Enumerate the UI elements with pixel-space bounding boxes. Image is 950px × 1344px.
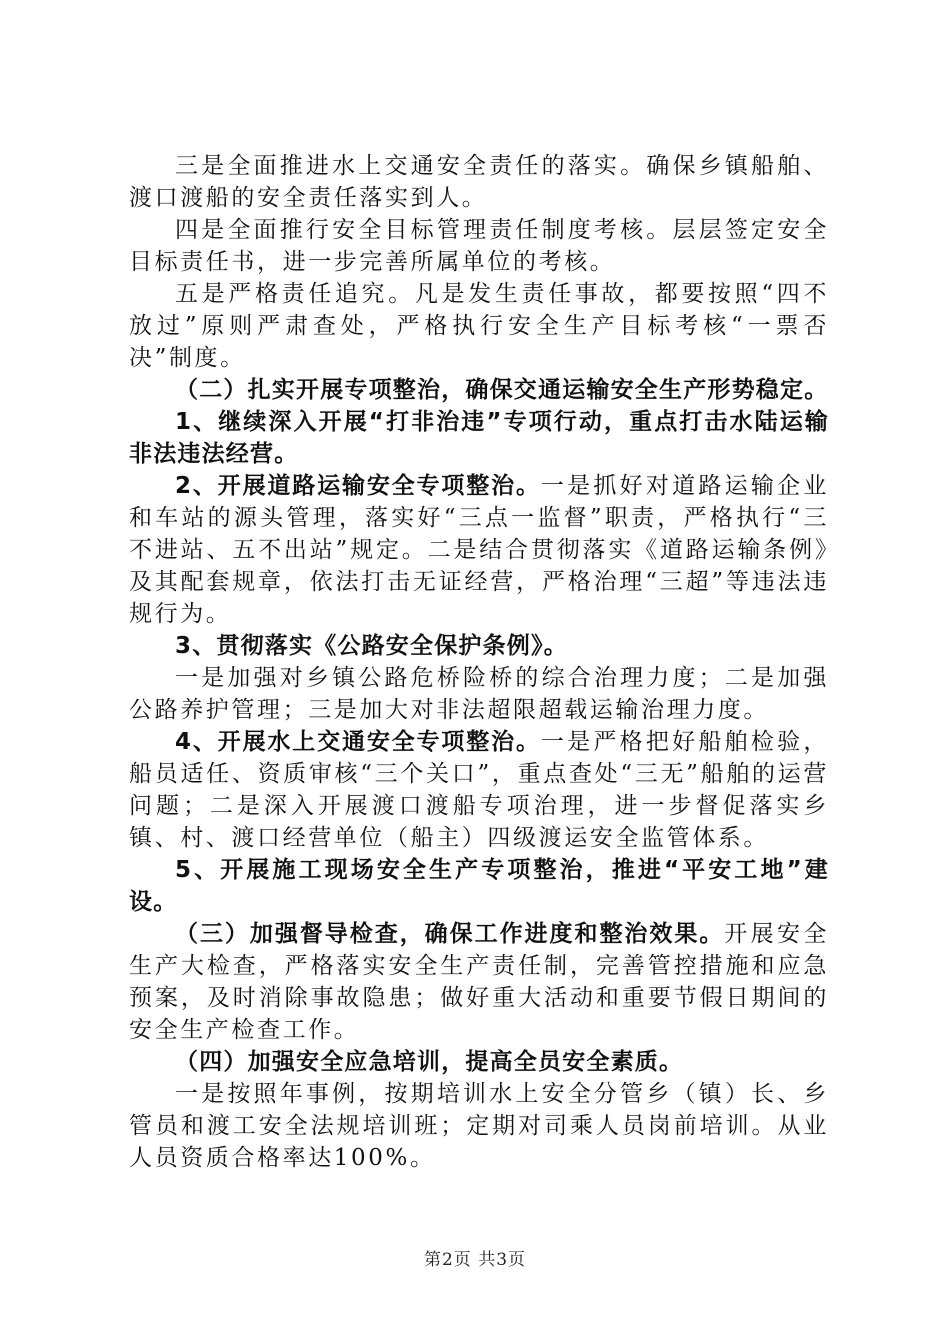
item-heading-4: 4、开展水上交通安全专项整治。 <box>175 729 541 755</box>
item-heading-3: 3、贯彻落实《公路安全保护条例》。 <box>175 633 568 659</box>
section-inspection <box>129 918 829 1046</box>
document-body <box>129 150 829 1174</box>
page-footer: 第2页 共3页 <box>423 1250 527 1270</box>
section-heading-3: （三）加强督导检查，确保工作进度和整治效果。 <box>175 921 725 947</box>
item-road-transport <box>129 470 829 630</box>
item-water-traffic <box>129 726 829 854</box>
item-body-2: 一是抓好对道路运输企业和车站的源头管理，落实好“三点一监督”职责，严格执行“三不进站、五不出站”规定。二是结合贯彻落实《道路运输条例》及其配套规章，依法打击无证经营，严格治理“三超”等违法违规行为。 <box>129 473 829 627</box>
section-body-3: 开展安全生产大检查，严格落实安全生产责任制，完善管控措施和应急预案，及时消除事故隐患；做好重大活动和重要节假日期间的安全生产检查工作。 <box>129 921 829 1043</box>
paragraph-accountability: 五是严格责任追究。凡是发生责任事故，都要按照“四不放过”原则严肃查处，严格执行安全生产目标考核“一票否决”制度。 <box>129 281 829 371</box>
item-heading-1: 1、继续深入开展“打非治违”专项行动，重点打击水陆运输非法违法经营。 <box>129 409 829 467</box>
paragraph-assessment: 四是全面推行安全目标管理责任制度考核。层层签定安全目标责任书，进一步完善所属单位的考核。 <box>129 217 829 275</box>
item-body-4: 一是严格把好船舶检验，船员适任、资质审核“三个关口”，重点查处“三无”船舶的运营问题；二是深入开展渡口渡船专项治理，进一步督促落实乡镇、村、渡口经营单位（船主）四级渡运安全监管体系。 <box>129 729 829 851</box>
section-heading-2: （二）扎实开展专项整治，确保交通运输安全生产形势稳定。 <box>175 377 829 403</box>
paragraph-training: 一是按照年事例，按期培训水上安全分管乡（镇）长、乡管员和渡工安全法规培训班；定期对司乘人员岗前培训。从业人员资质合格率达100%。 <box>129 1081 829 1171</box>
paragraph-highway: 一是加强对乡镇公路危桥险桥的综合治理力度；二是加强公路养护管理；三是加大对非法超限超载运输治理力度。 <box>129 665 829 723</box>
paragraph-responsibility: 三是全面推进水上交通安全责任的落实。确保乡镇船舶、渡口渡船的安全责任落实到人。 <box>129 153 829 211</box>
section-heading-4: （四）加强安全应急培训，提高全员安全素质。 <box>175 1049 684 1075</box>
item-heading-2: 2、开展道路运输安全专项整治。 <box>175 473 541 499</box>
item-heading-5: 5、开展施工现场安全生产专项整治，推进“平安工地”建设。 <box>129 857 829 915</box>
